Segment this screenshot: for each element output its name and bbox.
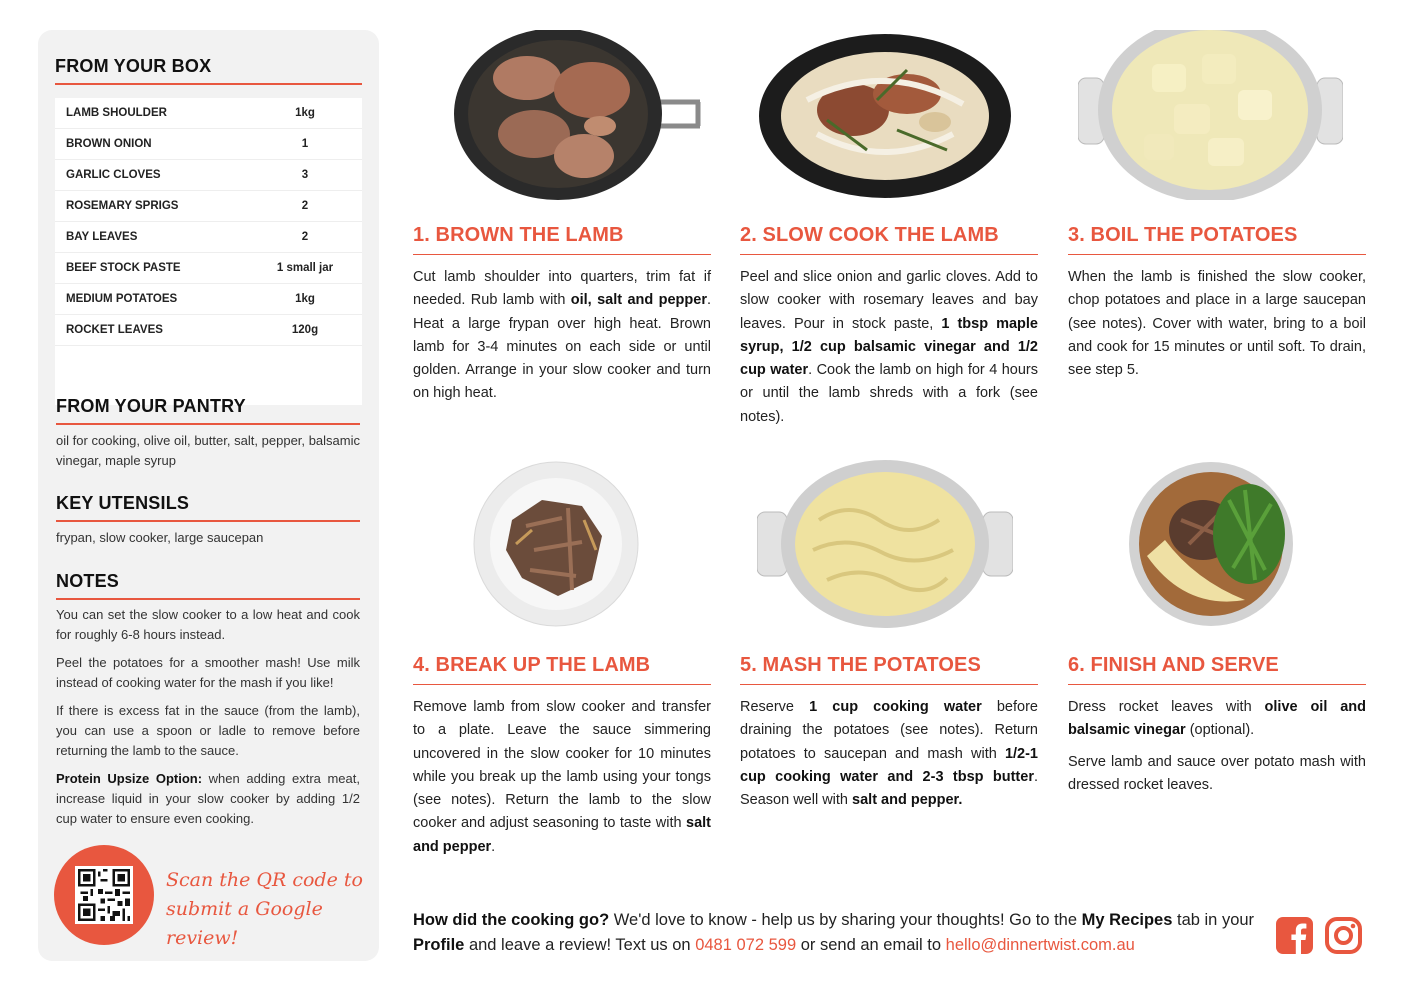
note-1: You can set the slow cooker to a low heat and cook for roughly 6-8 hours instead.	[56, 607, 360, 642]
ingredient-row	[55, 160, 362, 191]
ingredient-qty: 120g	[291, 324, 319, 336]
ingredient-qty: 2	[301, 200, 309, 212]
pantry-title: FROM YOUR PANTRY	[56, 396, 360, 425]
step-2-bold-1: 1 tbsp maple syrup, 1/2 cup balsamic vinegar and 1/2 cup water	[740, 315, 1038, 379]
step-1-bold-1: oil, salt and pepper	[570, 292, 707, 309]
step-5-bold-1: 1 cup cooking water	[809, 699, 982, 715]
profile-label: Profile	[413, 936, 465, 954]
qr-badge[interactable]	[54, 845, 154, 945]
step-5-bold-2: 1/2-1 cup cooking water and 2-3 tbsp butter	[740, 745, 1038, 785]
step-6-bold-1: olive oil and balsamic vinegar	[1068, 699, 1367, 739]
step-5-text-1: Reserve	[740, 699, 810, 715]
ingredient-row	[55, 98, 362, 129]
step-6-text-1: Dress rocket leaves with	[1068, 699, 1265, 715]
step-5-title: 5. MASH THE POTATOES	[740, 654, 1038, 685]
ingredient-name: BAY LEAVES	[66, 231, 138, 243]
step-1-title: 1. BROWN THE LAMB	[413, 224, 711, 255]
ingredient-row	[55, 315, 362, 346]
step-1-body	[413, 266, 711, 406]
ingredient-name: ROCKET LEAVES	[66, 324, 163, 336]
note-2: Peel the potatoes for a smoother mash! Use milk instead of cooking water for the mash if you like!	[56, 655, 360, 690]
note-4-text: when adding extra meat, increase liquid in your slow cooker by adding 1/2 cup water to ensure even cooking.	[56, 771, 360, 826]
step-3-title: 3. BOIL THE POTATOES	[1068, 224, 1366, 255]
step-6-body	[1068, 696, 1366, 797]
footer-text-2: tab in your	[1172, 911, 1255, 929]
footer-text-4: or send an email to	[796, 936, 946, 954]
step-3-text-1: When the lamb is finished the slow cooker, chop potatoes and place in a large saucepan (see notes). Cover with water, bring to a boil and cook for 15 minutes or until soft. To drain, see step 5.	[1068, 269, 1366, 379]
step-2-body	[740, 266, 1038, 429]
ingredient-row	[55, 191, 362, 222]
qr-callout-line-2: submit a Google review!	[166, 898, 323, 949]
step-4-body	[413, 696, 711, 859]
step-5-image	[757, 460, 1013, 628]
note-4-bold: Protein Upsize Option:	[56, 771, 203, 786]
step-6-text-2: (optional).	[1185, 722, 1255, 739]
note-3: If there is excess fat in the sauce (from the lamb), you can use a spoon or ladle to remove before returning the lamb to the sauce.	[56, 703, 360, 758]
facebook-icon[interactable]	[1276, 917, 1313, 954]
step-3-image	[1078, 30, 1343, 200]
step-2-image	[757, 30, 1012, 200]
step-1-image	[452, 30, 702, 200]
ingredient-qty: 1kg	[295, 293, 315, 305]
ingredient-qty: 1	[301, 138, 309, 150]
ingredient-qty: 2	[301, 231, 309, 243]
step-6-image	[1125, 460, 1297, 628]
from-your-box-title: FROM YOUR BOX	[55, 56, 362, 85]
instagram-icon[interactable]	[1325, 917, 1362, 954]
footer-bold-1: How did the cooking go?	[413, 911, 610, 929]
step-2-text-2: . Cook the lamb on high for 4 hours or until the lamb shreds with a fork (see notes).	[740, 362, 1038, 425]
step-4-text-2: .	[491, 838, 496, 855]
step-5-bold-3: salt and pepper.	[852, 792, 963, 809]
step-5-body	[740, 696, 1038, 812]
ingredient-row	[55, 129, 362, 160]
ingredient-qty: 1 small jar	[276, 262, 334, 274]
notes-list	[56, 605, 360, 837]
step-1-text-2: . Heat a large frypan over high heat. Brown lamb for 3-4 minutes on each side or until golden. Arrange in your slow cooker and turn on high heat.	[413, 292, 711, 402]
ingredient-row	[55, 284, 362, 315]
ingredient-name: LAMB SHOULDER	[66, 107, 167, 119]
ingredient-qty: 1kg	[295, 107, 315, 119]
ingredient-row	[55, 253, 362, 284]
feedback-footer	[413, 908, 1258, 958]
utensils-title: KEY UTENSILS	[56, 493, 360, 522]
my-recipes-label: My Recipes	[1081, 911, 1173, 929]
ingredient-name: BROWN ONION	[66, 138, 152, 150]
ingredient-row	[55, 222, 362, 253]
pantry-text: oil for cooking, olive oil, butter, salt, pepper, balsamic vinegar, maple syrup	[56, 433, 360, 468]
utensils-text: frypan, slow cooker, large saucepan	[56, 530, 264, 545]
footer-text-3: and leave a review! Text us on	[464, 936, 696, 954]
step-4-bold-1: salt and pepper	[413, 815, 711, 855]
step-6-para-2: Serve lamb and sauce over potato mash with dressed rocket leaves.	[1068, 753, 1366, 793]
qr-callout	[166, 866, 366, 953]
footer-text-1: We'd love to know - help us by sharing your thoughts! Go to the	[609, 911, 1082, 929]
step-1-text-1: Cut lamb shoulder into quarters, trim fat if needed. Rub lamb with	[413, 269, 711, 309]
note-4	[56, 769, 360, 829]
step-5-text-3: . Season well with	[740, 768, 1038, 809]
ingredient-name: GARLIC CLOVES	[66, 169, 161, 181]
step-2-title: 2. SLOW COOK THE LAMB	[740, 224, 1038, 255]
step-4-image	[472, 460, 640, 628]
qr-code-icon[interactable]	[75, 866, 133, 924]
qr-callout-line-1: Scan the QR code to	[166, 869, 363, 891]
step-6-title: 6. FINISH AND SERVE	[1068, 654, 1366, 685]
phone-link[interactable]: 0481 072 599	[695, 936, 797, 954]
ingredient-name: MEDIUM POTATOES	[66, 293, 178, 305]
ingredient-qty: 3	[301, 169, 309, 181]
ingredient-name: ROSEMARY SPRIGS	[66, 200, 179, 212]
step-6-para-1	[1068, 696, 1366, 743]
step-4-text-1: Remove lamb from slow cooker and transfer to a plate. Leave the sauce simmering uncovered in the slow cooker for 10 minutes while you break up the lamb using your tongs (see notes). Return the lamb to the slow cooker and adjust seasoning to taste with	[413, 699, 711, 832]
notes-title: NOTES	[56, 571, 360, 600]
email-link[interactable]: hello@dinnertwist.com.au	[945, 936, 1135, 954]
step-4-title: 4. BREAK UP THE LAMB	[413, 654, 711, 685]
step-3-body	[1068, 266, 1366, 382]
step-2-text-1: Peel and slice onion and garlic cloves. Add to slow cooker with rosemary leaves and bay leaves. Pour in stock paste,	[740, 269, 1038, 332]
ingredient-name: BEEF STOCK PASTE	[66, 262, 181, 274]
step-5-text-2: before draining the potatoes (see notes). Return potatoes to saucepan and mash with	[740, 699, 1038, 762]
ingredients-table	[55, 98, 362, 405]
sidebar	[38, 30, 379, 961]
